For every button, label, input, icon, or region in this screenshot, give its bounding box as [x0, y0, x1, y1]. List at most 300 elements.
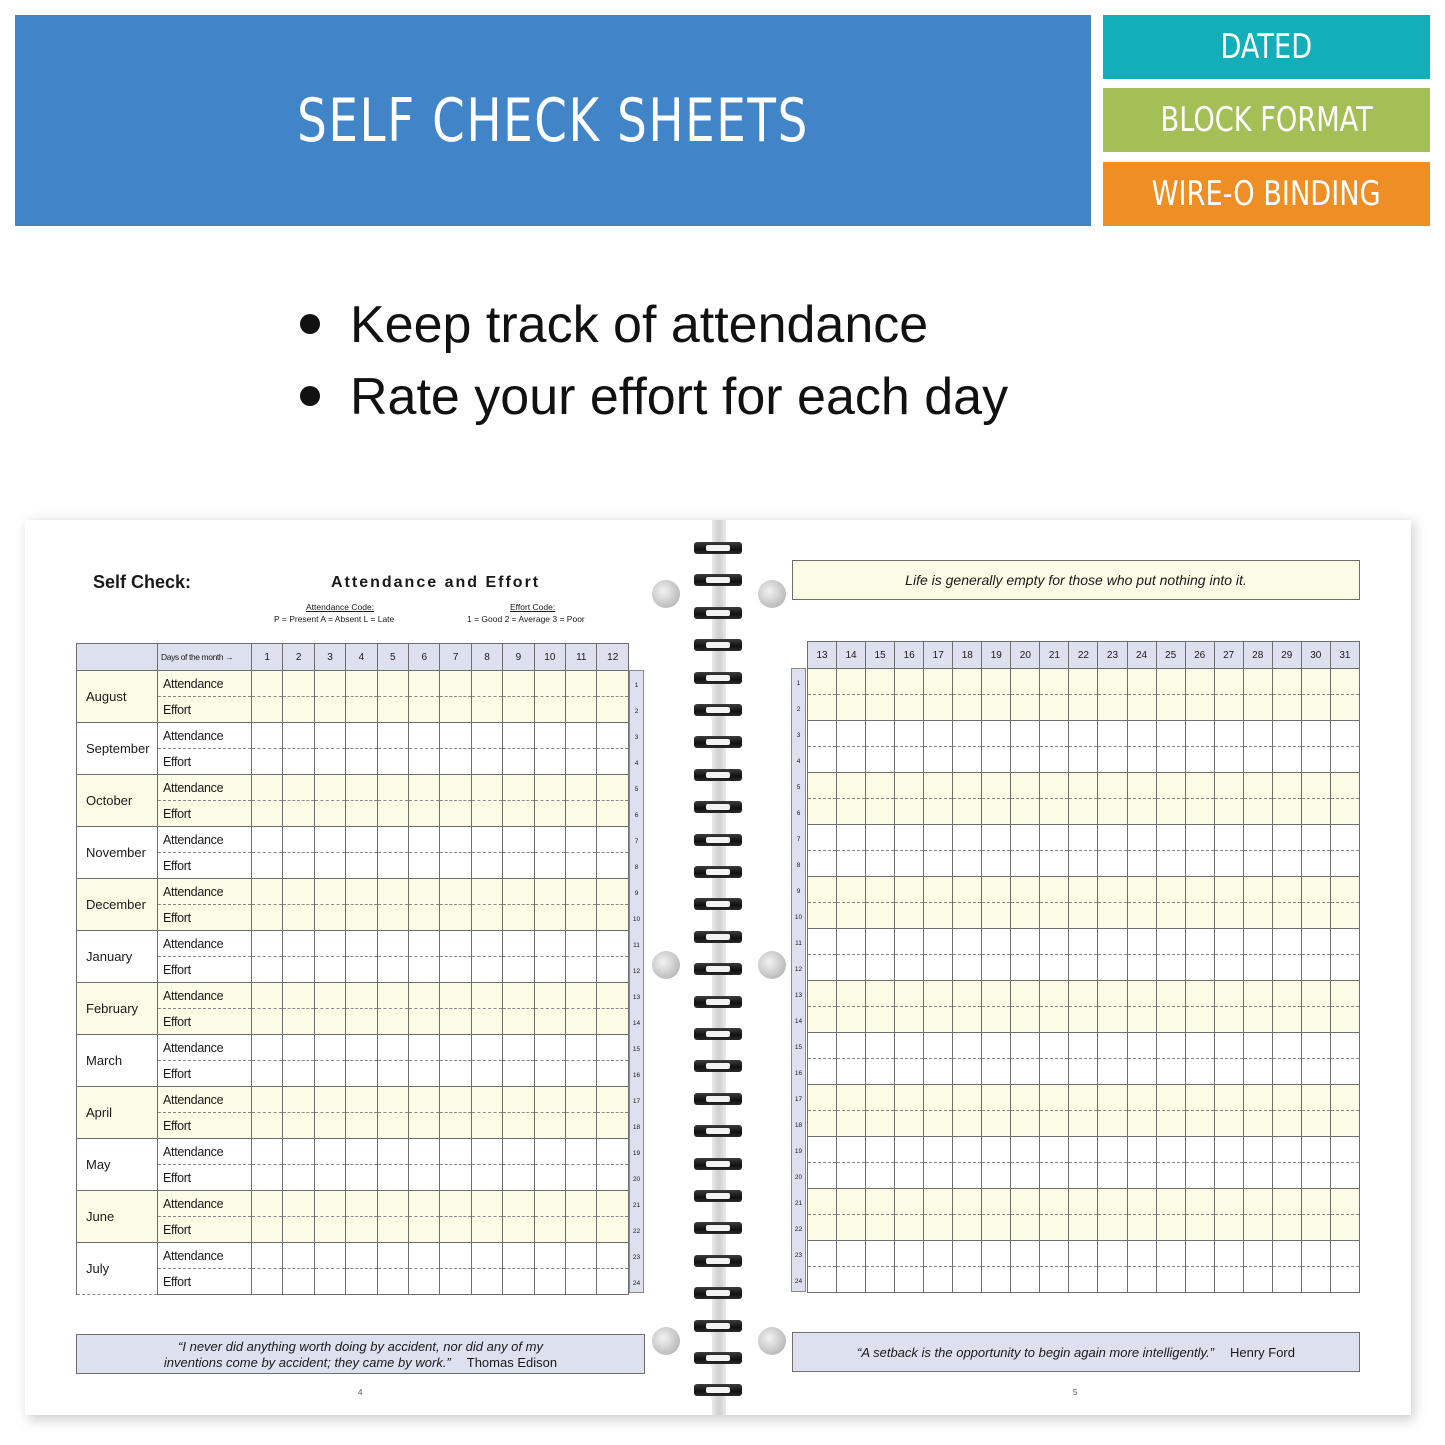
attendance-cell[interactable] — [566, 723, 597, 749]
effort-cell[interactable] — [1011, 903, 1040, 929]
effort-cell[interactable] — [1185, 1163, 1214, 1189]
effort-cell[interactable] — [895, 955, 924, 981]
effort-cell[interactable] — [1272, 1111, 1301, 1137]
effort-cell[interactable] — [566, 1165, 597, 1191]
attendance-cell[interactable] — [953, 981, 982, 1007]
effort-cell[interactable] — [377, 957, 408, 983]
effort-cell[interactable] — [252, 749, 283, 775]
effort-cell[interactable] — [471, 853, 502, 879]
attendance-cell[interactable] — [808, 669, 837, 695]
effort-cell[interactable] — [866, 695, 895, 721]
attendance-cell[interactable] — [283, 1035, 314, 1061]
effort-cell[interactable] — [409, 1009, 440, 1035]
effort-cell[interactable] — [924, 1267, 953, 1293]
attendance-cell[interactable] — [1330, 929, 1359, 955]
attendance-cell[interactable] — [1272, 1085, 1301, 1111]
attendance-cell[interactable] — [377, 879, 408, 905]
effort-cell[interactable] — [1127, 851, 1156, 877]
effort-cell[interactable] — [1156, 695, 1185, 721]
attendance-cell[interactable] — [597, 1191, 629, 1217]
effort-cell[interactable] — [534, 853, 565, 879]
attendance-cell[interactable] — [1040, 929, 1069, 955]
effort-cell[interactable] — [1272, 1163, 1301, 1189]
attendance-cell[interactable] — [566, 1139, 597, 1165]
attendance-cell[interactable] — [314, 879, 345, 905]
attendance-cell[interactable] — [837, 1241, 866, 1267]
effort-cell[interactable] — [409, 749, 440, 775]
effort-cell[interactable] — [1127, 1111, 1156, 1137]
effort-cell[interactable] — [1272, 799, 1301, 825]
effort-cell[interactable] — [597, 697, 629, 723]
effort-cell[interactable] — [1330, 851, 1359, 877]
effort-cell[interactable] — [1069, 903, 1098, 929]
attendance-cell[interactable] — [1011, 1189, 1040, 1215]
attendance-cell[interactable] — [440, 931, 471, 957]
effort-cell[interactable] — [837, 695, 866, 721]
effort-cell[interactable] — [895, 695, 924, 721]
attendance-cell[interactable] — [1185, 773, 1214, 799]
attendance-cell[interactable] — [1272, 721, 1301, 747]
effort-cell[interactable] — [1040, 1163, 1069, 1189]
attendance-cell[interactable] — [534, 723, 565, 749]
effort-cell[interactable] — [924, 1059, 953, 1085]
attendance-cell[interactable] — [1040, 1241, 1069, 1267]
effort-cell[interactable] — [1011, 695, 1040, 721]
attendance-cell[interactable] — [1301, 1085, 1330, 1111]
effort-cell[interactable] — [808, 955, 837, 981]
attendance-cell[interactable] — [1330, 825, 1359, 851]
attendance-cell[interactable] — [866, 1241, 895, 1267]
effort-cell[interactable] — [1011, 799, 1040, 825]
attendance-cell[interactable] — [252, 1035, 283, 1061]
effort-cell[interactable] — [534, 905, 565, 931]
effort-cell[interactable] — [1156, 1163, 1185, 1189]
effort-cell[interactable] — [1243, 695, 1272, 721]
attendance-cell[interactable] — [1156, 825, 1185, 851]
attendance-cell[interactable] — [1127, 877, 1156, 903]
attendance-cell[interactable] — [1214, 877, 1243, 903]
effort-cell[interactable] — [982, 799, 1011, 825]
attendance-cell[interactable] — [1185, 1241, 1214, 1267]
effort-cell[interactable] — [471, 1269, 502, 1295]
effort-cell[interactable] — [1040, 851, 1069, 877]
attendance-cell[interactable] — [1301, 981, 1330, 1007]
attendance-cell[interactable] — [924, 825, 953, 851]
effort-cell[interactable] — [1098, 695, 1127, 721]
effort-cell[interactable] — [1330, 1059, 1359, 1085]
effort-cell[interactable] — [1301, 903, 1330, 929]
effort-cell[interactable] — [1243, 799, 1272, 825]
effort-cell[interactable] — [1069, 1267, 1098, 1293]
effort-cell[interactable] — [1185, 1267, 1214, 1293]
effort-cell[interactable] — [597, 905, 629, 931]
attendance-cell[interactable] — [924, 877, 953, 903]
attendance-cell[interactable] — [471, 931, 502, 957]
effort-cell[interactable] — [1040, 799, 1069, 825]
effort-cell[interactable] — [808, 1215, 837, 1241]
attendance-cell[interactable] — [597, 931, 629, 957]
attendance-cell[interactable] — [866, 773, 895, 799]
effort-cell[interactable] — [1127, 903, 1156, 929]
attendance-cell[interactable] — [953, 1241, 982, 1267]
effort-cell[interactable] — [1243, 1163, 1272, 1189]
effort-cell[interactable] — [982, 1007, 1011, 1033]
attendance-cell[interactable] — [346, 1191, 377, 1217]
effort-cell[interactable] — [1243, 747, 1272, 773]
attendance-cell[interactable] — [252, 1139, 283, 1165]
effort-cell[interactable] — [1156, 955, 1185, 981]
effort-cell[interactable] — [1185, 695, 1214, 721]
attendance-cell[interactable] — [440, 671, 471, 697]
effort-cell[interactable] — [1040, 1215, 1069, 1241]
attendance-cell[interactable] — [924, 1189, 953, 1215]
effort-cell[interactable] — [503, 957, 534, 983]
attendance-cell[interactable] — [866, 669, 895, 695]
attendance-cell[interactable] — [1301, 877, 1330, 903]
effort-cell[interactable] — [534, 1009, 565, 1035]
effort-cell[interactable] — [1301, 799, 1330, 825]
effort-cell[interactable] — [924, 695, 953, 721]
effort-cell[interactable] — [534, 1113, 565, 1139]
effort-cell[interactable] — [346, 1217, 377, 1243]
attendance-cell[interactable] — [346, 1243, 377, 1269]
attendance-cell[interactable] — [1272, 1189, 1301, 1215]
effort-cell[interactable] — [837, 1163, 866, 1189]
attendance-cell[interactable] — [1069, 981, 1098, 1007]
effort-cell[interactable] — [1011, 1163, 1040, 1189]
attendance-cell[interactable] — [283, 775, 314, 801]
attendance-cell[interactable] — [837, 1189, 866, 1215]
attendance-cell[interactable] — [1098, 1085, 1127, 1111]
attendance-cell[interactable] — [1069, 773, 1098, 799]
effort-cell[interactable] — [283, 801, 314, 827]
attendance-cell[interactable] — [409, 1139, 440, 1165]
attendance-cell[interactable] — [1301, 1033, 1330, 1059]
effort-cell[interactable] — [1243, 1007, 1272, 1033]
attendance-cell[interactable] — [503, 1191, 534, 1217]
effort-cell[interactable] — [503, 1217, 534, 1243]
effort-cell[interactable] — [1272, 851, 1301, 877]
effort-cell[interactable] — [924, 1111, 953, 1137]
effort-cell[interactable] — [1214, 695, 1243, 721]
attendance-cell[interactable] — [1098, 721, 1127, 747]
attendance-cell[interactable] — [440, 827, 471, 853]
attendance-cell[interactable] — [252, 983, 283, 1009]
attendance-cell[interactable] — [1011, 721, 1040, 747]
effort-cell[interactable] — [837, 1007, 866, 1033]
effort-cell[interactable] — [1156, 1215, 1185, 1241]
effort-cell[interactable] — [924, 799, 953, 825]
attendance-cell[interactable] — [1069, 825, 1098, 851]
effort-cell[interactable] — [1243, 1111, 1272, 1137]
effort-cell[interactable] — [314, 1061, 345, 1087]
attendance-cell[interactable] — [503, 723, 534, 749]
attendance-cell[interactable] — [1040, 1033, 1069, 1059]
effort-cell[interactable] — [503, 853, 534, 879]
attendance-cell[interactable] — [346, 827, 377, 853]
effort-cell[interactable] — [1040, 1059, 1069, 1085]
effort-cell[interactable] — [534, 1061, 565, 1087]
effort-cell[interactable] — [1040, 1111, 1069, 1137]
effort-cell[interactable] — [924, 851, 953, 877]
attendance-cell[interactable] — [1011, 773, 1040, 799]
attendance-cell[interactable] — [1069, 669, 1098, 695]
attendance-cell[interactable] — [534, 1243, 565, 1269]
attendance-cell[interactable] — [566, 931, 597, 957]
attendance-cell[interactable] — [808, 981, 837, 1007]
effort-cell[interactable] — [1040, 903, 1069, 929]
effort-cell[interactable] — [1243, 955, 1272, 981]
effort-cell[interactable] — [314, 1113, 345, 1139]
effort-cell[interactable] — [566, 1217, 597, 1243]
attendance-cell[interactable] — [837, 825, 866, 851]
attendance-cell[interactable] — [314, 1139, 345, 1165]
effort-cell[interactable] — [1301, 1059, 1330, 1085]
attendance-cell[interactable] — [1185, 1137, 1214, 1163]
effort-cell[interactable] — [283, 749, 314, 775]
attendance-cell[interactable] — [283, 1087, 314, 1113]
effort-cell[interactable] — [377, 1061, 408, 1087]
attendance-cell[interactable] — [1156, 981, 1185, 1007]
attendance-cell[interactable] — [346, 983, 377, 1009]
attendance-cell[interactable] — [471, 1243, 502, 1269]
attendance-cell[interactable] — [377, 1087, 408, 1113]
attendance-cell[interactable] — [377, 775, 408, 801]
effort-cell[interactable] — [283, 1165, 314, 1191]
attendance-cell[interactable] — [1330, 1241, 1359, 1267]
attendance-cell[interactable] — [566, 879, 597, 905]
effort-cell[interactable] — [440, 1269, 471, 1295]
effort-cell[interactable] — [1185, 955, 1214, 981]
attendance-cell[interactable] — [1069, 877, 1098, 903]
attendance-cell[interactable] — [314, 827, 345, 853]
effort-cell[interactable] — [503, 801, 534, 827]
attendance-cell[interactable] — [377, 827, 408, 853]
effort-cell[interactable] — [895, 747, 924, 773]
effort-cell[interactable] — [597, 1061, 629, 1087]
attendance-cell[interactable] — [1272, 1137, 1301, 1163]
effort-cell[interactable] — [1330, 1215, 1359, 1241]
attendance-cell[interactable] — [953, 1033, 982, 1059]
effort-cell[interactable] — [377, 905, 408, 931]
effort-cell[interactable] — [1243, 903, 1272, 929]
attendance-cell[interactable] — [1272, 929, 1301, 955]
effort-cell[interactable] — [895, 1007, 924, 1033]
effort-cell[interactable] — [1069, 851, 1098, 877]
attendance-cell[interactable] — [953, 929, 982, 955]
attendance-cell[interactable] — [837, 929, 866, 955]
effort-cell[interactable] — [252, 1165, 283, 1191]
attendance-cell[interactable] — [1156, 1189, 1185, 1215]
effort-cell[interactable] — [534, 697, 565, 723]
effort-cell[interactable] — [1214, 1111, 1243, 1137]
effort-cell[interactable] — [409, 853, 440, 879]
effort-cell[interactable] — [953, 1163, 982, 1189]
effort-cell[interactable] — [1156, 903, 1185, 929]
attendance-cell[interactable] — [346, 931, 377, 957]
effort-cell[interactable] — [924, 1163, 953, 1189]
attendance-cell[interactable] — [837, 773, 866, 799]
effort-cell[interactable] — [1185, 1215, 1214, 1241]
effort-cell[interactable] — [1330, 955, 1359, 981]
effort-cell[interactable] — [1156, 799, 1185, 825]
effort-cell[interactable] — [566, 1113, 597, 1139]
effort-cell[interactable] — [1185, 1111, 1214, 1137]
attendance-cell[interactable] — [1127, 1189, 1156, 1215]
effort-cell[interactable] — [982, 1059, 1011, 1085]
attendance-cell[interactable] — [1243, 1085, 1272, 1111]
effort-cell[interactable] — [953, 955, 982, 981]
effort-cell[interactable] — [1156, 747, 1185, 773]
effort-cell[interactable] — [503, 905, 534, 931]
attendance-cell[interactable] — [471, 879, 502, 905]
attendance-cell[interactable] — [440, 1191, 471, 1217]
attendance-cell[interactable] — [283, 827, 314, 853]
attendance-cell[interactable] — [1185, 669, 1214, 695]
effort-cell[interactable] — [1214, 1007, 1243, 1033]
effort-cell[interactable] — [566, 853, 597, 879]
attendance-cell[interactable] — [252, 827, 283, 853]
attendance-cell[interactable] — [1156, 1033, 1185, 1059]
attendance-cell[interactable] — [1011, 929, 1040, 955]
attendance-cell[interactable] — [953, 1189, 982, 1215]
effort-cell[interactable] — [346, 1269, 377, 1295]
attendance-cell[interactable] — [346, 775, 377, 801]
effort-cell[interactable] — [1272, 1267, 1301, 1293]
effort-cell[interactable] — [1214, 747, 1243, 773]
effort-cell[interactable] — [953, 1007, 982, 1033]
effort-cell[interactable] — [566, 749, 597, 775]
attendance-cell[interactable] — [895, 669, 924, 695]
effort-cell[interactable] — [409, 697, 440, 723]
effort-cell[interactable] — [252, 957, 283, 983]
effort-cell[interactable] — [1040, 695, 1069, 721]
attendance-cell[interactable] — [503, 1139, 534, 1165]
attendance-cell[interactable] — [982, 877, 1011, 903]
effort-cell[interactable] — [314, 697, 345, 723]
attendance-cell[interactable] — [1301, 773, 1330, 799]
attendance-cell[interactable] — [566, 1243, 597, 1269]
attendance-cell[interactable] — [597, 671, 629, 697]
effort-cell[interactable] — [808, 1267, 837, 1293]
effort-cell[interactable] — [471, 1113, 502, 1139]
attendance-cell[interactable] — [1243, 669, 1272, 695]
effort-cell[interactable] — [534, 749, 565, 775]
effort-cell[interactable] — [866, 903, 895, 929]
attendance-cell[interactable] — [1214, 929, 1243, 955]
attendance-cell[interactable] — [924, 929, 953, 955]
effort-cell[interactable] — [837, 799, 866, 825]
attendance-cell[interactable] — [1214, 981, 1243, 1007]
attendance-cell[interactable] — [808, 877, 837, 903]
effort-cell[interactable] — [314, 1165, 345, 1191]
attendance-cell[interactable] — [1040, 981, 1069, 1007]
attendance-cell[interactable] — [808, 1241, 837, 1267]
attendance-cell[interactable] — [1069, 1241, 1098, 1267]
attendance-cell[interactable] — [346, 723, 377, 749]
attendance-cell[interactable] — [409, 723, 440, 749]
effort-cell[interactable] — [982, 747, 1011, 773]
attendance-cell[interactable] — [252, 1191, 283, 1217]
effort-cell[interactable] — [346, 749, 377, 775]
attendance-cell[interactable] — [1156, 773, 1185, 799]
effort-cell[interactable] — [346, 1061, 377, 1087]
effort-cell[interactable] — [1098, 1007, 1127, 1033]
attendance-cell[interactable] — [837, 981, 866, 1007]
effort-cell[interactable] — [808, 799, 837, 825]
effort-cell[interactable] — [1011, 1059, 1040, 1085]
effort-cell[interactable] — [1011, 1215, 1040, 1241]
effort-cell[interactable] — [866, 1059, 895, 1085]
effort-cell[interactable] — [377, 749, 408, 775]
attendance-cell[interactable] — [895, 929, 924, 955]
effort-cell[interactable] — [1214, 1215, 1243, 1241]
effort-cell[interactable] — [377, 697, 408, 723]
attendance-cell[interactable] — [1127, 669, 1156, 695]
effort-cell[interactable] — [409, 801, 440, 827]
effort-cell[interactable] — [503, 1009, 534, 1035]
effort-cell[interactable] — [1127, 1267, 1156, 1293]
effort-cell[interactable] — [866, 747, 895, 773]
attendance-cell[interactable] — [534, 1191, 565, 1217]
attendance-cell[interactable] — [1098, 773, 1127, 799]
attendance-cell[interactable] — [1011, 981, 1040, 1007]
effort-cell[interactable] — [1272, 1007, 1301, 1033]
effort-cell[interactable] — [1098, 1215, 1127, 1241]
attendance-cell[interactable] — [1214, 1241, 1243, 1267]
attendance-cell[interactable] — [471, 1191, 502, 1217]
attendance-cell[interactable] — [314, 671, 345, 697]
attendance-cell[interactable] — [1098, 1189, 1127, 1215]
effort-cell[interactable] — [1301, 747, 1330, 773]
attendance-cell[interactable] — [982, 1137, 1011, 1163]
attendance-cell[interactable] — [1301, 825, 1330, 851]
attendance-cell[interactable] — [471, 671, 502, 697]
effort-cell[interactable] — [409, 957, 440, 983]
attendance-cell[interactable] — [377, 1191, 408, 1217]
effort-cell[interactable] — [471, 1061, 502, 1087]
effort-cell[interactable] — [866, 1163, 895, 1189]
effort-cell[interactable] — [283, 1113, 314, 1139]
effort-cell[interactable] — [597, 1165, 629, 1191]
attendance-cell[interactable] — [982, 929, 1011, 955]
attendance-cell[interactable] — [471, 1139, 502, 1165]
attendance-cell[interactable] — [1156, 1085, 1185, 1111]
attendance-cell[interactable] — [1301, 721, 1330, 747]
effort-cell[interactable] — [503, 1269, 534, 1295]
attendance-cell[interactable] — [1011, 1241, 1040, 1267]
effort-cell[interactable] — [252, 1009, 283, 1035]
attendance-cell[interactable] — [866, 1085, 895, 1111]
attendance-cell[interactable] — [1243, 877, 1272, 903]
attendance-cell[interactable] — [597, 1243, 629, 1269]
attendance-cell[interactable] — [346, 1087, 377, 1113]
effort-cell[interactable] — [283, 853, 314, 879]
effort-cell[interactable] — [409, 905, 440, 931]
effort-cell[interactable] — [534, 1217, 565, 1243]
attendance-cell[interactable] — [1098, 825, 1127, 851]
effort-cell[interactable] — [1243, 1215, 1272, 1241]
attendance-cell[interactable] — [924, 1085, 953, 1111]
effort-cell[interactable] — [1330, 1163, 1359, 1189]
attendance-cell[interactable] — [1098, 1137, 1127, 1163]
effort-cell[interactable] — [1301, 1267, 1330, 1293]
effort-cell[interactable] — [1185, 799, 1214, 825]
attendance-cell[interactable] — [1098, 669, 1127, 695]
effort-cell[interactable] — [1243, 851, 1272, 877]
effort-cell[interactable] — [1040, 955, 1069, 981]
effort-cell[interactable] — [377, 853, 408, 879]
